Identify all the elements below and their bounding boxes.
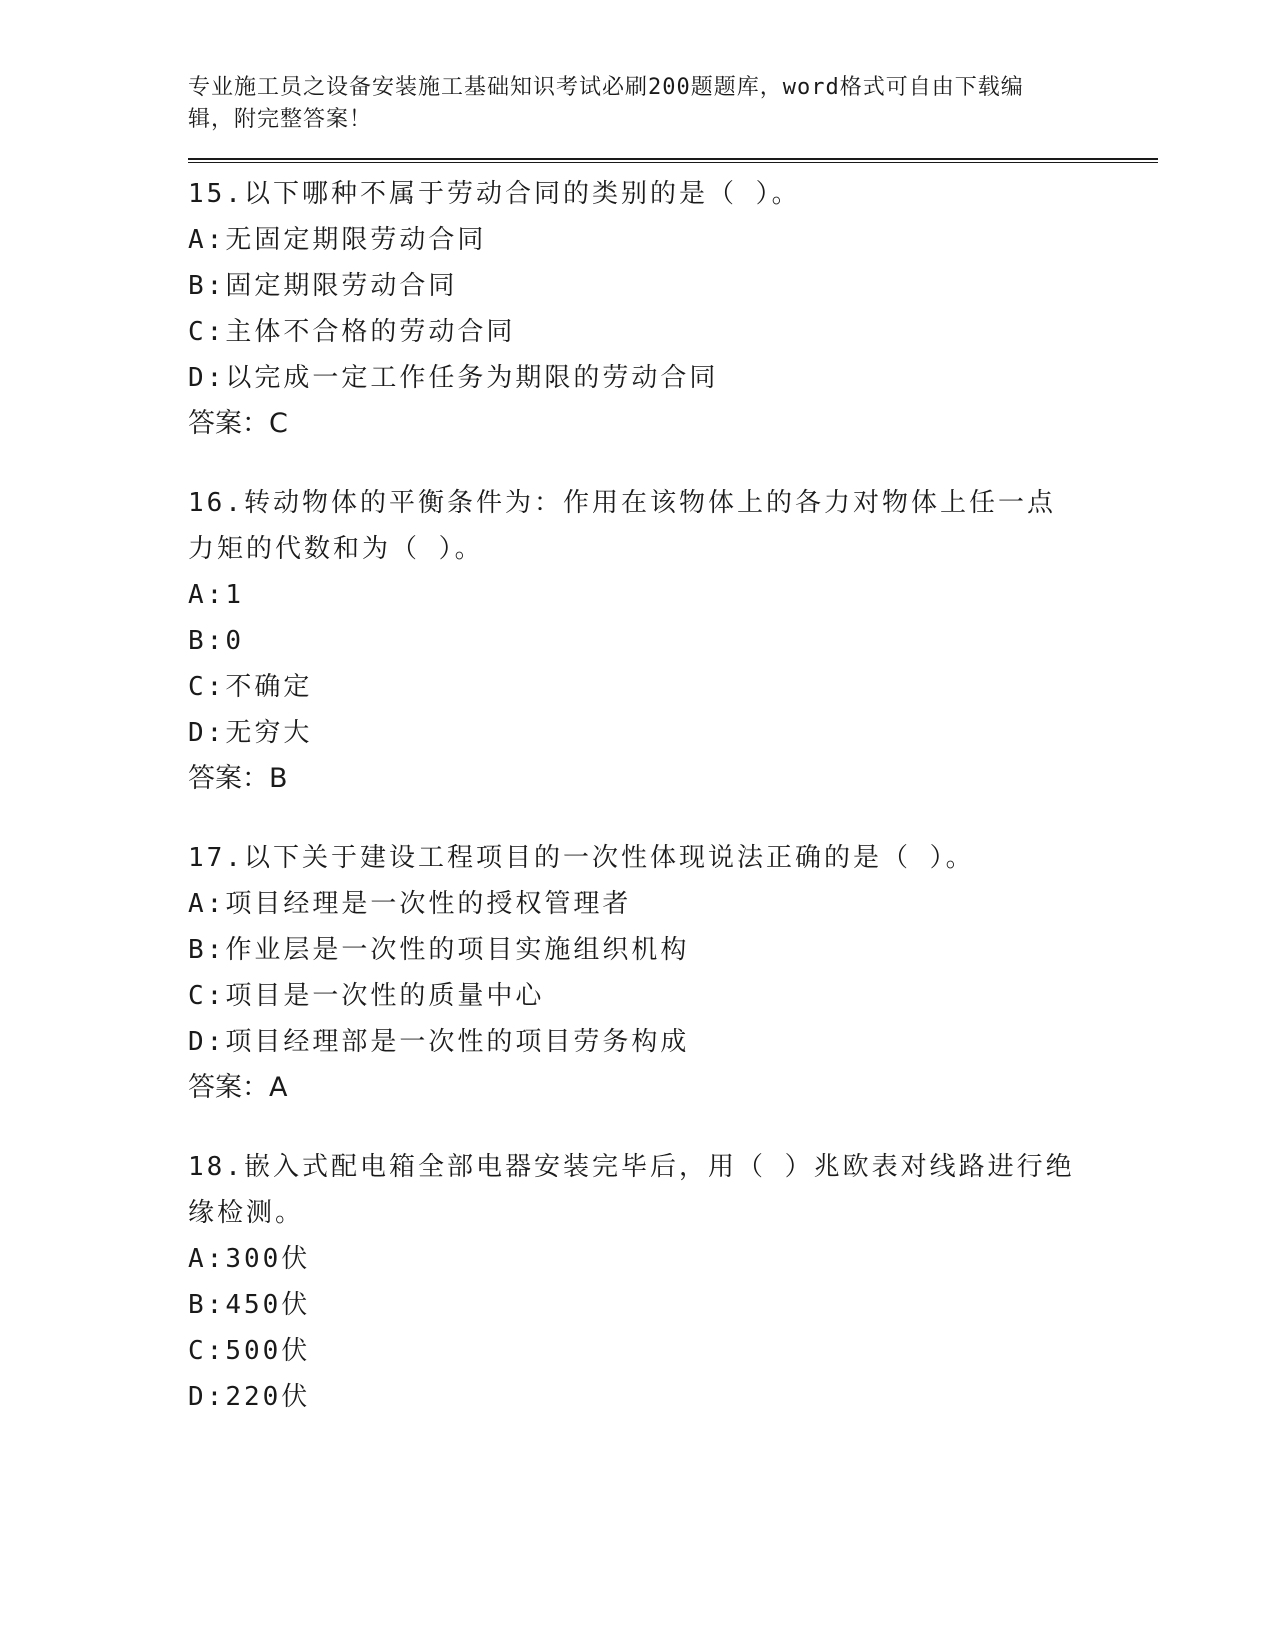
question-stem: 16.转动物体的平衡条件为：作用在该物体上的各力对物体上任一点力矩的代数和为（ ）。 [188,488,1056,564]
option-d [188,355,1158,401]
question-16 [188,480,1158,802]
option-a [188,881,1158,927]
option-text: 不确定 [225,672,313,702]
option-text: 固定期限劳动合同 [225,271,458,301]
option-c [188,309,1158,355]
answer-line: 答案：B [188,763,288,794]
option-text: 220伏 [225,1382,311,1412]
option-a [188,1236,1158,1282]
option-letter: D: [188,718,226,748]
option-d [188,1019,1158,1065]
document-header-title: 专业施工员之设备安装施工基础知识考试必刷200题题库，word格式可自由下载编辑，附完整答案！ [188,75,1024,132]
option-d [188,710,1158,756]
question-stem: 18.嵌入式配电箱全部电器安装完毕后，用（ ）兆欧表对线路进行绝缘检测。 [188,1152,1075,1228]
question-stem: 15.以下哪种不属于劳动合同的类别的是（ ）。 [188,179,801,209]
option-text: 项目经理是一次性的授权管理者 [225,889,632,919]
option-letter: C: [188,1336,226,1366]
option-text: 项目经理部是一次性的项目劳务构成 [225,1027,690,1057]
option-text: 项目是一次性的质量中心 [225,981,545,1011]
option-letter: A: [188,889,226,919]
option-a [188,572,1158,618]
option-text: 无固定期限劳动合同 [225,225,487,255]
option-text: 450伏 [225,1290,311,1320]
question-list [188,171,1158,1420]
question-17 [188,835,1158,1111]
option-letter: B: [188,935,226,965]
question-15 [188,171,1158,447]
option-text: 作业层是一次性的项目实施组织机构 [225,935,690,965]
option-c [188,664,1158,710]
question-18 [188,1144,1158,1420]
option-d [188,1374,1158,1420]
option-letter: D: [188,1027,226,1057]
option-b [188,618,1158,664]
option-letter: C: [188,672,226,702]
option-text: 无穷大 [225,718,313,748]
option-text: 以完成一定工作任务为期限的劳动合同 [225,363,719,393]
option-a [188,217,1158,263]
option-text: 主体不合格的劳动合同 [225,317,516,347]
option-letter: A: [188,225,226,255]
option-letter: C: [188,317,226,347]
option-text: 300伏 [225,1244,311,1274]
header-divider [188,158,1158,163]
option-text: 0 [225,626,244,656]
option-letter: A: [188,1244,226,1274]
option-letter: D: [188,1382,226,1412]
option-letter: A: [188,580,226,610]
option-letter: C: [188,981,226,1011]
option-letter: B: [188,271,226,301]
option-letter: D: [188,363,226,393]
answer-line: 答案：A [188,1072,288,1103]
option-b [188,1282,1158,1328]
option-text: 500伏 [225,1336,311,1366]
option-c [188,973,1158,1019]
option-b [188,927,1158,973]
option-c [188,1328,1158,1374]
document-page [188,72,1158,1453]
question-stem: 17.以下关于建设工程项目的一次性体现说法正确的是（ ）。 [188,843,975,873]
option-text: 1 [225,580,244,610]
answer-line: 答案：C [188,408,288,439]
option-letter: B: [188,1290,226,1320]
option-letter: B: [188,626,226,656]
option-b [188,263,1158,309]
